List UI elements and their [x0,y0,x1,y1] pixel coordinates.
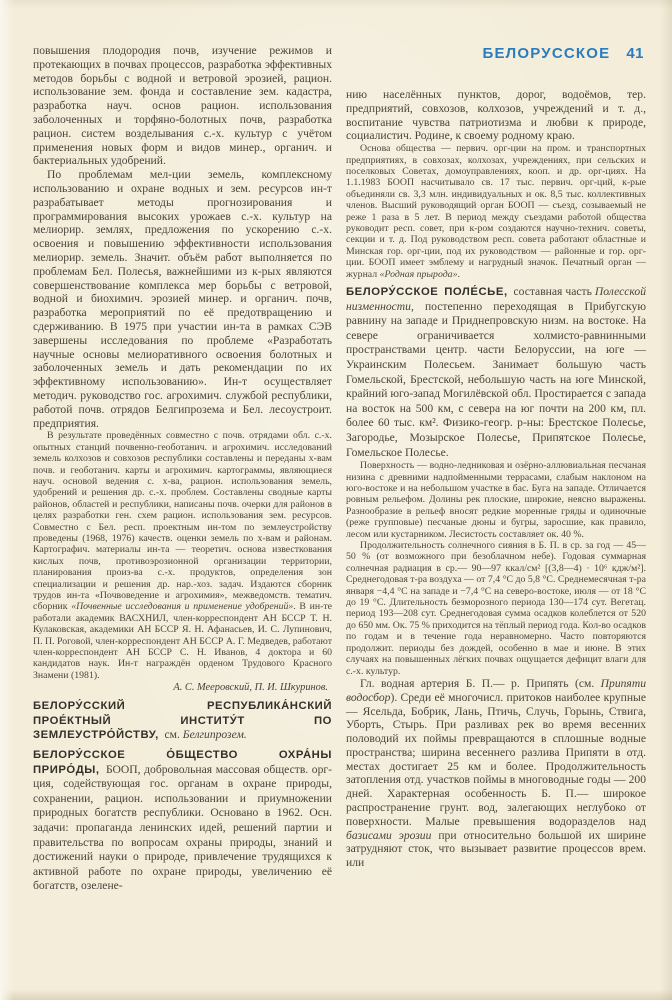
paragraph [33,168,332,430]
text-run: Поверхность — водно-ледниковая и озёрно-аллювиальная песчаная низина с древними надпойменными террасами, слабым наклоном на юго-востоке и на небольшом участке в бас. Буга на западе. Отличается ровным рельефом. Долины рек плоские, широкие, неясно выражены. Разнообразие в рельеф вносят редкие моренные гряды и одиночные (реже групповые) песчаные дюны и бугры, заросшие, как правило, лесом или кустарником. Лесистость составляет ок. 40 %. [346,460,646,540]
entry-belorusskoe-obshchestvo-okhrany-prirody [33,748,332,894]
text-run: нию населённых пунктов, дорог, водоёмов, тер. предприятий, совхозов, колхозов, учреждений и т. д., воспитание чувства патриотизма и любви к природе, социалистич. Родине, к своему родному краю. [346,88,646,143]
text-run: ). Среди её многочисл. притоков наиболее крупные — Ясельда, Бобрик, Лань, Птичь, Случь, Горынь, Ствига, Уборть, Стырь. При разливах рек во время весенних половодий их поймы превращаются в сплошные водные пространства; ширина весеннего разлива Припяти в отд. местах достигает 25 км и более. Продолжительность затопления отд. участков поймы в многоводные годы — 200 дней. Характерная особенность Б. П.— широкое распространение грунт. вод, залегающих неглубоко от поверхности. Малые превышения водоразделов над [346,690,646,828]
column-right [346,44,646,936]
column-left [33,44,332,936]
paragraph [33,44,332,168]
entry-belorussky-respublikansky-proektny-institut [33,699,332,743]
italic-term: Белгипрозем. [182,728,247,742]
page-number: 41 [626,45,644,62]
text-run: составная часть [513,285,595,299]
paragraph-small [346,540,646,677]
italic-term: «Родная прырода» [379,268,458,280]
italic-term: базисами эрозии [346,828,432,842]
text-run: В результате проведённых совместно с почв. отрядами обл. с.-х. опытных станций почвенно-геоботанич. и агрохимич. исследований земель колхозов и совхозов республики составлены и переданы х-вам почв. и геоботанич. карты и агрохимич. картограммы, являющиеся науч. основой ведения с. х-ва, рацион. использования земель, удобрений и решения др. с.-х. проблем. Составлены сводные карты районов, областей и республики, написаны почв. очерки для районов в целях разработки ген. схем рацион. использования зем. ресурсов. Совместно с Бел. респ. проектным ин-том по землеустройству проведены (1968, 1976) качеств. оценки земель по х-вам и районам. Картографич. материалы ин-та — теоретич. основа известкования кислых почв, противоэрозионной организации территории, планирования произ-ва с.-х. продуктов, определения зон специализации и решения др. нар.-хоз. задач. Издаются сборник трудов ин-та «Почвоведение и агрохимия», межведомств. тематич. сборник [33,430,332,613]
text-run: при относительно большой их ширине затрудняют сток, что вызывает развитие процессов врем. или [346,828,646,870]
text-run: А. С. Мееровский, П. И. Шкуринов. [173,682,328,694]
paragraph [346,88,646,143]
text-run: Основа общества — первич. орг-ции на пром. и транспортных предприятиях, в совхозах, колхозах, учреждениях, при сельских и поселковых Советах, домоуправлениях, кооп. и др. орг-циях. На 1.1.1983 БООП насчитывало св. 17 тыс. первич. орг-ций, к-рые объединяли св. 3,3 млн. индивидуальных и ок. 8,5 тыс. коллективных членов. Высший руководящий орган БООП — съезд, созываемый не реже 1 раза в 5 лет. В период между съездами работой общества руководит респ. совет, при к-ром создаются научно-технич. советы, секции и т. д. Под руководством респ. совета работают областные и Минская гор. орг-ции, под их руководством — районные и гор. орг-ции. БООП имеет эмблему и нагрудный значок. Печатный орган — журнал [346,143,646,280]
paragraph-small [346,460,646,540]
text-run: БООП, добровольная массовая обществ. орг-ция, содействующая гос. органам в охране природы, сохранении, рацион. использовании и приумножении природных богатств республики. Основано в 1962. Осн. задачи: пропаганда ленинских идей, решений партии и правительства по вопросам охраны природы, знаний и достижений науки о природе, привлечение трудящихся к активной работе по охране природы, увеличению её богатств, озелене- [33,762,332,893]
text-run: . В ин-те работали академик ВАСХНИЛ, член-корреспондент АН БССР Т. Н. Кулаковская, академики АН БССР Я. Н. Афанасьев, И. С. Лупинович, П. П. Роговой, член-корреспондент АН БССР А. Г. Медведев, работают член-корреспондент АН БССР С. Н. Иванов, 4 доктора и 60 кандидатов наук. Ин-т награждён орденом Трудового Красного Знамени (1981). [33,601,332,681]
column-right-body [346,88,646,870]
italic-term: «Почвенные исследования и применение удобрений» [71,601,294,613]
paragraph-small [346,143,646,280]
italic-term: Полесской низменности [346,285,646,313]
entry-headword: БЕЛОРУ́ССКИЙ РЕСПУБЛИКА́НСКИЙ ПРОЕ́КТНЫЙ ИНСТИТУ́Т ПО ЗЕМЛЕУСТРО́ЙСТВУ, [33,700,332,742]
entry-headword: БЕЛОРУ́ССКОЕ ПОЛЕ́СЬЕ, [346,286,514,299]
authors-byline [33,681,332,694]
text-run: повышения плодородия почв, изучение режимов и протекающих в почвах процессов, разработка эффективных методов борьбы с водной и ветровой эрозией, рацион. использование зем. фонда и составление зем. кадастра, разработка науч. основ рацион. использования заболоченных и торфяно-болотных почв, разработка рацион. систем возделывания с.-х. культур с учётом применения новых форм и видов минер., органич. и бактериальных удобрений. [33,44,332,168]
paragraph-small [33,430,332,681]
text-run: Гл. водная артерия Б. П.— р. Припять (см. [360,676,601,690]
running-head [346,45,644,62]
running-title: БЕЛОРУССКОЕ [482,45,611,62]
text-run: см. [164,728,183,742]
italic-term: Припяти водосбор [346,676,646,704]
entry-headword: БЕЛОРУ́ССКОЕ О́БЩЕСТВО ОХРА́НЫ ПРИРО́ДЫ, [33,749,332,776]
text-run: , постепенно переходящая в Прибугскую равнину на западе и Приднепровскую низм. на востоке. На севере ограничивается холмисто-равнинными пространствами центр. части Белоруссии, на юге — Украинским Полесьем. Занимает большую часть Гомельской, Брестской, небольшую часть на юге Минской, крайний юго-запад Могилёвской обл. Простирается с запада на восток на 500 км, с севера на юг почти на 200 км, пл. более 60 тыс. км². Физико-геогр. р-ны: Брестское Полесье, Загородье, Мозырское Полесье, Припятское Полесье, Гомельское Полесье. [346,299,646,459]
text-run: . [457,268,460,280]
entry-belorusskoe-polesye [346,285,646,460]
text-run: Продолжительность солнечного сияния в Б. П. в ср. за год — 45—50 % (от возможного при безоблачном небе). Годовая суммарная солнечная радиация в ср.— 90—97 ккал/см² [(3,8—4) · 10⁶ кдж/м²]. Среднегодовая т-ра воздуха — от 7,4 °С до 5,8 °С. Среднемесячная т-ра января −4,4 °С на западе и −7,4 °С на северо-востоке, июля — от 18 °С до 19 °С. Длительность безморозного периода 130—174 сут. Вегетац. период 193—208 сут. Среднегодовая сумма осадков колеблется от 520 до 650 мм. Ок. 75 % приходится на тёплый период года. Кол-во осадков по годам и в течение года неравномерно. Часто повторяются продолжит. периоды без дождей, особенно в мае и июне. В этих случаях на повышенных лёгких почвах ощущается дефицит влаги для с.-х. культур. [346,540,646,677]
paragraph [346,677,646,870]
text-run: По проблемам мел-ции земель, комплексному использованию и охране водных и зем. ресурсов ин-т разрабатывает методы прогнозирования и программирования высоких урожаев с.-х. культур на мелиорир. землях, предложения по ускорению с.-х. освоения и повышению эффективности использования мелиорир. земель. Значит. объём работ выполняется по проблемам Бел. Полесья, важнейшими из к-рых являются совершенствование комплекса мер борьбы с ветровой, водной и биохимич. эрозией минер. и органич. почв, разработка мероприятий по её предотвращению и сдерживанию. В 1975 при участии ин-та в рамках СЭВ завершены исследования по проблеме «Разработать научные основы мелиоративного освоения болотных и заболоченных земель и дать рекомендации по их эффективному использованию». Ин-т осуществляет методич. руководство гос. агрохимич. службой республики, работой почв. отрядов Белгипрозема и Бел. лесоустроит. предприятия. [33,168,332,430]
